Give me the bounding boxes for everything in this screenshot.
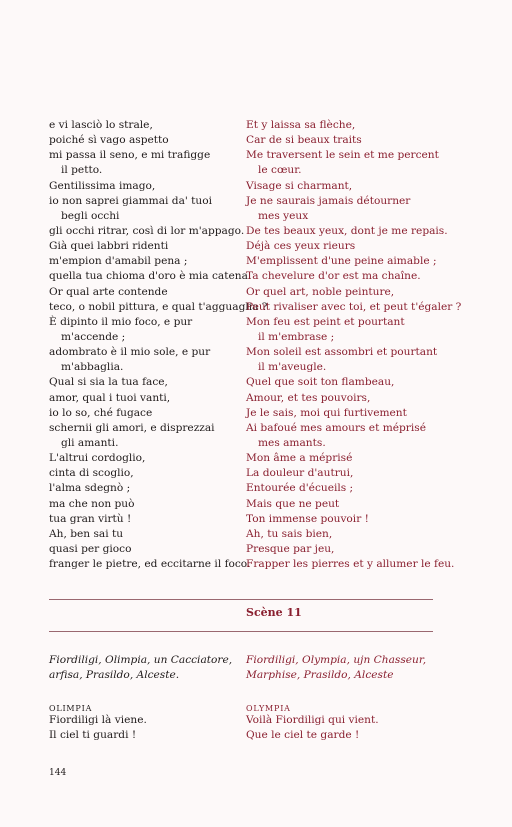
verse-line: Or quel art, noble peinture, <box>246 285 395 298</box>
cast-line: Fiordiligi, Olympia, ujn Chasseur, <box>246 654 427 666</box>
verse-line: Ai bafoué mes amours et méprisé <box>246 421 426 434</box>
speaker-name-french: OLYMPIA <box>246 704 291 713</box>
dialogue-line: Voilà Fiordiligi qui vient. <box>246 714 379 726</box>
verse-line: quella tua chioma d'oro è mia catena. <box>49 270 252 283</box>
verse-line: il petto. <box>61 164 103 177</box>
cast-line: arfisa, Prasildo, Alceste. <box>49 669 180 682</box>
verse-line: Ah, tu sais bien, <box>246 527 333 540</box>
verse-line: franger le pietre, ed eccitarne il foco. <box>49 558 251 571</box>
verse-line: le cœur. <box>258 164 302 177</box>
verse-line: De tes beaux yeux, dont je me repais. <box>246 224 448 237</box>
verse-line: Et y laissa sa flèche, <box>246 119 356 131</box>
verse-line: Déjà ces yeux rieurs <box>246 240 356 253</box>
verse-line: m'accende ; <box>61 330 126 343</box>
verse-line: adombrato è il mio sole, e pur <box>49 346 211 359</box>
verse-line: Mon feu est peint et pourtant <box>246 315 405 328</box>
verse-line: begli occhi <box>61 209 120 222</box>
verse-line: quasi per gioco <box>49 542 132 555</box>
page-number: 144 <box>49 768 67 778</box>
scene-divider-top <box>49 599 433 600</box>
verse-line: Car de si beaux traits <box>246 134 362 147</box>
dialogue-italian <box>49 713 147 743</box>
dialogue-line: Fiordiligi là viene. <box>49 714 147 726</box>
verse-line: mes yeux <box>258 209 309 222</box>
verse-line: gli occhi ritrar, così di lor m'appago. <box>49 224 245 237</box>
verse-line: Qual si sia la tua face, <box>49 376 168 389</box>
verse-line: Entourée d'écueils ; <box>246 482 354 495</box>
verse-line: La douleur d'autrui, <box>246 467 354 480</box>
verse-line: Je ne saurais jamais détourner <box>246 194 411 207</box>
verse-line: Ta chevelure d'or est ma chaîne. <box>246 270 421 283</box>
verse-line: cinta di scoglio, <box>49 467 134 480</box>
italian-verse-column <box>49 118 268 572</box>
verse-line: e vi lasciò lo strale, <box>49 119 153 131</box>
verse-line: Ton immense pouvoir ! <box>246 512 369 525</box>
verse-line: Or qual arte contende <box>49 285 168 298</box>
verse-line: Ah, ben sai tu <box>49 527 124 540</box>
verse-line: M'emplissent d'une peine aimable ; <box>246 255 437 268</box>
dialogue-line: Il ciel ti guardi ! <box>49 729 137 742</box>
verse-line: l'alma sdegnò ; <box>49 482 131 495</box>
verse-line: teco, o nobil pittura, e qual t'agguaglia ? <box>49 300 268 313</box>
verse-line: Peut rivaliser avec toi, et peut t'égaler ? <box>246 300 462 313</box>
verse-line: È dipinto il mio foco, e pur <box>49 315 193 328</box>
verse-line: Visage si charmant, <box>246 179 353 192</box>
verse-line: gli amanti. <box>61 436 119 449</box>
verse-line: Amour, et tes pouvoirs, <box>246 391 371 404</box>
verse-line: Mon âme a méprisé <box>246 452 353 465</box>
scene-divider-bottom <box>49 631 433 632</box>
verse-line: Mais que ne peut <box>246 497 340 510</box>
speaker-name-italian: OLIMPIA <box>49 704 93 713</box>
cast-line: Marphise, Prasildo, Alceste <box>246 669 394 682</box>
verse-line: Frapper les pierres et y allumer le feu. <box>246 558 455 571</box>
cast-list-italian <box>49 653 239 683</box>
verse-line: il m'embrase ; <box>258 330 335 343</box>
verse-line: Quel que soit ton flambeau, <box>246 376 395 389</box>
verse-line: schernii gli amori, e disprezzai <box>49 421 215 434</box>
verse-line: m'empion d'amabil pena ; <box>49 255 188 268</box>
verse-line: io lo so, ché fugace <box>49 406 153 419</box>
verse-line: mes amants. <box>258 436 326 449</box>
verse-line: Me traversent le sein et me percent <box>246 149 439 162</box>
cast-list-french <box>246 653 442 683</box>
french-verse-column <box>246 118 462 572</box>
verse-line: mi passa il seno, e mi trafigge <box>49 149 211 162</box>
verse-line: L'altrui cordoglio, <box>49 452 146 465</box>
verse-line: il m'aveugle. <box>258 361 327 374</box>
verse-line: Mon soleil est assombri et pourtant <box>246 346 438 359</box>
verse-line: tua gran virtù ! <box>49 512 132 525</box>
verse-line: amor, qual i tuoi vanti, <box>49 391 171 404</box>
cast-line: Fiordiligi, Olimpia, un Cacciatore, <box>49 654 233 666</box>
verse-line: io non saprei giammai da' tuoi <box>49 194 213 207</box>
dialogue-line: Que le ciel te garde ! <box>246 729 360 742</box>
verse-line: Gentilissima imago, <box>49 179 156 192</box>
scene-title: Scène 11 <box>246 606 302 619</box>
verse-line: Je le sais, moi qui furtivement <box>246 406 407 419</box>
verse-line: Presque par jeu, <box>246 542 335 555</box>
verse-line: Già quei labbri ridenti <box>49 240 169 253</box>
verse-line: m'abbaglia. <box>61 361 124 374</box>
verse-line: poiché sì vago aspetto <box>49 134 169 147</box>
dialogue-french <box>246 713 379 743</box>
verse-line: ma che non può <box>49 497 135 510</box>
